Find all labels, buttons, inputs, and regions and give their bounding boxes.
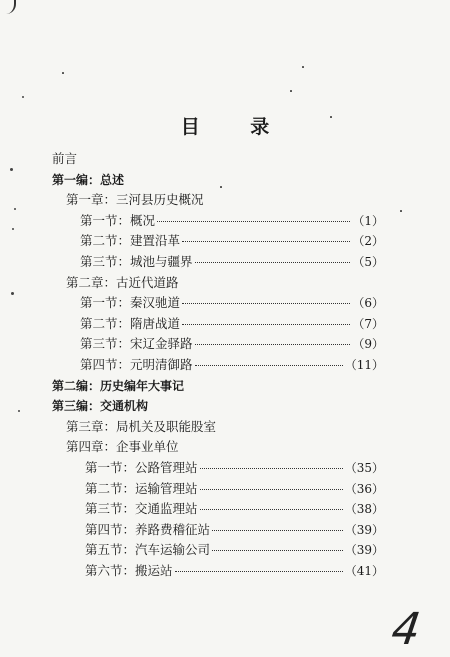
print-speck bbox=[11, 292, 14, 295]
toc-entry bbox=[85, 480, 384, 498]
toc-entry-label: 第三章：局机关及职能股室 bbox=[66, 418, 217, 434]
toc-leader-dots bbox=[212, 549, 343, 551]
toc-entry-label: 第四节：元明清御路 bbox=[80, 357, 193, 372]
toc-entry bbox=[80, 212, 384, 230]
toc-entry-page: （35） bbox=[344, 461, 384, 475]
toc-entry-page: （36） bbox=[344, 481, 384, 496]
toc-entry bbox=[80, 315, 384, 333]
toc-leader-dots bbox=[175, 570, 343, 572]
toc-entry-page: （11） bbox=[344, 358, 384, 372]
toc-leader-dots bbox=[212, 529, 343, 531]
toc-leader-dots bbox=[200, 488, 343, 490]
toc-entry-page: （6） bbox=[352, 296, 384, 311]
toc-entry-label: 第一编：总述 bbox=[52, 172, 125, 187]
toc-entry-label: 第四节：养路费稽征站 bbox=[85, 521, 211, 537]
toc-entry-page: （1） bbox=[352, 213, 384, 228]
toc-entry-page: （2） bbox=[352, 234, 384, 249]
toc-entry-page: （7） bbox=[352, 316, 384, 331]
toc-entry-label: 第一节：秦汉驰道 bbox=[80, 295, 181, 311]
toc-entry bbox=[52, 171, 124, 189]
print-speck bbox=[302, 66, 304, 68]
toc-entry bbox=[80, 356, 384, 374]
toc-entry-label: 第一章：三河县历史概况 bbox=[66, 192, 204, 208]
print-speck bbox=[290, 90, 292, 92]
toc-entry-label: 第二节：运输管理站 bbox=[85, 480, 198, 496]
print-speck bbox=[14, 208, 16, 210]
toc-leader-dots bbox=[195, 343, 351, 345]
toc-entry-page: （9） bbox=[352, 337, 384, 352]
toc-entry bbox=[80, 232, 384, 250]
toc-entry-label: 第一节：概况 bbox=[80, 212, 156, 228]
toc-entry bbox=[52, 150, 77, 168]
toc-entry bbox=[85, 459, 384, 477]
print-speck bbox=[62, 72, 64, 74]
toc-entry-label: 第五节：汽车运输公司 bbox=[85, 542, 211, 558]
corner-mark bbox=[0, 0, 16, 14]
toc-entry-label: 第三节：城池与疆界 bbox=[80, 254, 193, 269]
toc-entry bbox=[52, 377, 184, 395]
toc-leader-dots bbox=[200, 467, 343, 469]
toc-entry bbox=[66, 418, 216, 436]
print-speck bbox=[220, 186, 222, 188]
toc-entry-label: 第四章：企事业单位 bbox=[66, 439, 179, 455]
toc-entry-label: 第三节：交通监理站 bbox=[85, 501, 198, 517]
toc-entry-label: 第二章：古近代道路 bbox=[66, 274, 179, 290]
toc-entry bbox=[66, 191, 204, 209]
toc-entry-label: 第三编：交通机构 bbox=[52, 399, 149, 414]
toc-entry-page: （38） bbox=[344, 502, 384, 517]
toc-entry bbox=[85, 541, 384, 559]
print-speck bbox=[10, 168, 13, 171]
toc-entry-label: 第二编：历史编年大事记 bbox=[52, 378, 185, 393]
toc-entry bbox=[66, 274, 179, 292]
print-speck bbox=[400, 210, 402, 212]
print-speck bbox=[330, 116, 332, 118]
toc-leader-dots bbox=[182, 302, 350, 304]
toc-entry-label: 第一节：公路管理站 bbox=[85, 460, 198, 475]
print-speck bbox=[12, 228, 14, 230]
page-title: 目 录 bbox=[180, 116, 292, 138]
print-speck bbox=[18, 410, 20, 412]
toc-entry bbox=[85, 500, 384, 518]
toc-entry-label: 前言 bbox=[52, 151, 78, 166]
toc-leader-dots bbox=[195, 364, 343, 366]
toc-entry bbox=[66, 438, 179, 456]
toc-leader-dots bbox=[157, 220, 350, 222]
toc-entry bbox=[85, 562, 384, 580]
toc-leader-dots bbox=[182, 323, 350, 325]
toc-entry-label: 第三节：宋辽金驿路 bbox=[80, 336, 193, 352]
toc-leader-dots bbox=[195, 261, 351, 263]
toc-leader-dots bbox=[182, 240, 350, 242]
toc-entry-label: 第六节：搬运站 bbox=[85, 563, 173, 578]
toc-entry bbox=[80, 253, 384, 271]
toc-entry bbox=[85, 521, 384, 539]
toc-entry bbox=[52, 397, 148, 415]
toc-entry-page: （5） bbox=[352, 255, 384, 269]
toc-entry-label: 第二节：隋唐战道 bbox=[80, 315, 181, 331]
toc-entry bbox=[80, 335, 384, 353]
print-speck bbox=[22, 96, 24, 98]
handwritten-page-number: 4 bbox=[388, 604, 424, 655]
toc-entry bbox=[80, 294, 384, 312]
toc-entry-page: （39） bbox=[344, 522, 384, 537]
toc-entry-label: 第二节：建置沿革 bbox=[80, 233, 181, 249]
toc-entry-page: （39） bbox=[344, 543, 384, 558]
toc-leader-dots bbox=[200, 508, 343, 510]
toc-entry-page: （41） bbox=[344, 564, 384, 578]
